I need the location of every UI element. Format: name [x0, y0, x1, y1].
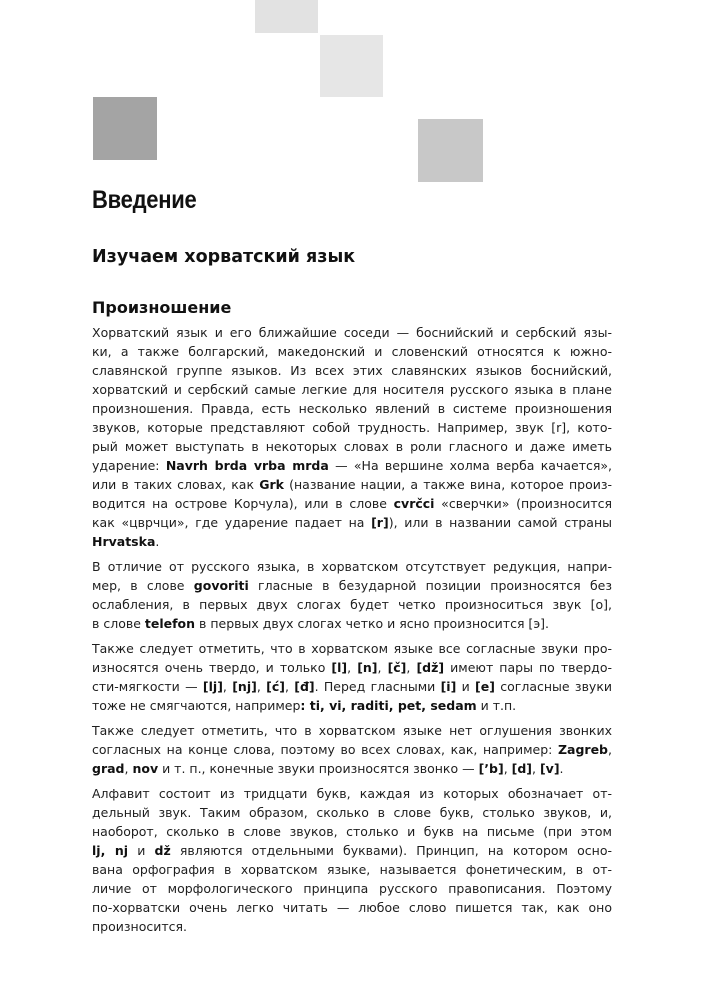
- decor-square-3: [93, 97, 157, 160]
- text-run: ,: [532, 761, 540, 776]
- bold-term: [v]: [539, 761, 560, 776]
- text-run: согласные звуки: [494, 679, 613, 694]
- paragraph: [92, 323, 612, 551]
- text-run: ,: [222, 679, 233, 694]
- text-run: мер, в слове: [92, 578, 194, 593]
- bold-term: Grk: [259, 477, 284, 492]
- bold-term: [ć]: [266, 679, 285, 694]
- bold-term: [n]: [357, 660, 378, 675]
- text-line: [92, 399, 612, 418]
- text-run: ,: [124, 761, 133, 776]
- text-run: в слове: [92, 616, 145, 631]
- text-run: ослабления, в первых двух слогах будет четко произноситься звук [о],: [92, 597, 612, 612]
- text-run: ,: [347, 660, 358, 675]
- text-run: сти-мягкости —: [92, 679, 203, 694]
- bold-term: Zagreb: [557, 742, 609, 757]
- text-run: вана орфография в хорватском языке, называется фонетическим, в от-: [92, 862, 612, 877]
- text-run: или в таких словах, как: [92, 477, 260, 492]
- text-run: гласные в безударной позиции произносятся без: [248, 578, 612, 593]
- bold-term: [dž]: [416, 660, 445, 675]
- text-run: как «цврчци», где ударение падает на: [92, 515, 372, 530]
- text-run: .: [155, 534, 160, 549]
- text-line: [92, 759, 612, 778]
- text-run: ,: [503, 761, 512, 776]
- text-run: ,: [256, 679, 267, 694]
- text-line: [92, 784, 612, 803]
- text-line: [92, 494, 612, 513]
- text-run: имеют пары по твердо-: [444, 660, 612, 675]
- text-line: [92, 437, 612, 456]
- bold-term: [r]: [371, 515, 389, 530]
- text-run: произношения. Правда, есть несколько явлений в системе произношения: [92, 401, 612, 416]
- bold-term: [e]: [475, 679, 495, 694]
- bold-term: [ʼb]: [478, 761, 504, 776]
- text-line: [92, 595, 612, 614]
- text-line: [92, 696, 612, 715]
- bold-term: govoriti: [193, 578, 249, 593]
- bold-term: [č]: [387, 660, 407, 675]
- bold-term: nov: [132, 761, 159, 776]
- text-line: [92, 740, 612, 759]
- body-text: [92, 323, 612, 942]
- bold-term: grad: [92, 761, 125, 776]
- text-line: [92, 380, 612, 399]
- text-line: [92, 860, 612, 879]
- text-run: Алфавит состоит из тридцати букв, каждая из которых обозначает от-: [92, 786, 612, 801]
- text-run: и т.п.: [476, 698, 517, 713]
- text-run: Хорватский язык и его ближайшие соседи — боснийский и сербский язы-: [92, 325, 612, 340]
- text-line: [92, 361, 612, 380]
- text-run: ), или в названии самой страны: [388, 515, 612, 530]
- text-run: являются отдельными буквами). Принцип, на котором осно-: [170, 843, 612, 858]
- text-run: и: [128, 843, 155, 858]
- text-run: Также следует отметить, что в хорватском языке все согласные звуки про-: [92, 641, 612, 656]
- text-run: личие от морфологического принципа русского правописания. Поэтому: [92, 881, 612, 896]
- bold-term: lj, nj: [92, 843, 129, 858]
- text-line: [92, 677, 612, 696]
- bold-term: [nj]: [232, 679, 257, 694]
- text-line: [92, 898, 612, 917]
- decor-square-4: [418, 119, 483, 182]
- text-run: ,: [406, 660, 417, 675]
- section-title: Изучаем хорватский язык: [92, 247, 356, 267]
- text-line: [92, 658, 612, 677]
- bold-term: Hrvatska: [92, 534, 156, 549]
- text-run: ,: [284, 679, 295, 694]
- text-run: водится на острове Корчула), или в слове: [92, 496, 394, 511]
- text-run: по-хорватски очень легко читать — любое слово пишется так, как оно: [92, 900, 612, 915]
- text-run: Также следует отметить, что в хорватском языке нет оглушения звонких: [92, 723, 612, 738]
- text-line: [92, 917, 612, 936]
- bold-term: [d]: [511, 761, 533, 776]
- text-run: произносится.: [92, 919, 187, 934]
- bold-term: [l]: [331, 660, 348, 675]
- text-line: [92, 342, 612, 361]
- text-line: [92, 721, 612, 740]
- text-run: ки, а также болгарский, македонский и словенский относятся к южно-: [92, 344, 612, 359]
- bold-term: [lj]: [202, 679, 223, 694]
- text-run: . Перед гласными: [314, 679, 441, 694]
- text-run: В отличие от русского языка, в хорватском отсутствует редукция, напри-: [92, 559, 612, 574]
- text-run: рый может выступать в некоторых словах в роли гласного и даже иметь: [92, 439, 612, 454]
- text-run: ударение:: [92, 458, 166, 473]
- bold-term: cvrčci: [393, 496, 435, 511]
- bold-term: [i]: [440, 679, 457, 694]
- bold-term: Navrh brda vrba mrda: [165, 458, 329, 473]
- bold-term: [đ]: [294, 679, 315, 694]
- text-line: [92, 418, 612, 437]
- text-run: «сверчки» (произносится: [434, 496, 613, 511]
- chapter-title: Введение: [92, 186, 197, 214]
- text-run: ,: [608, 742, 612, 757]
- text-line: [92, 323, 612, 342]
- decor-square-2: [320, 35, 383, 97]
- decor-square-1: [255, 0, 318, 33]
- paragraph: [92, 721, 612, 778]
- text-run: хорватский и сербский самые легкие для носителя русского языка в плане: [92, 382, 612, 397]
- paragraph: [92, 557, 612, 633]
- bold-term: : ti, vi, raditi, pet, sedam: [300, 698, 477, 713]
- text-run: славянской группе языков. Из всех этих славянских языков боснийский,: [92, 363, 612, 378]
- text-run: в первых двух слогах четко и ясно произносится [э].: [195, 616, 550, 631]
- text-run: ,: [377, 660, 388, 675]
- text-line: [92, 879, 612, 898]
- text-run: согласных на конце слова, поэтому во всех словах, как, например:: [92, 742, 558, 757]
- text-line: [92, 456, 612, 475]
- text-line: [92, 532, 612, 551]
- text-line: [92, 475, 612, 494]
- text-run: (название нации, а также вина, которое произ-: [283, 477, 612, 492]
- text-line: [92, 614, 612, 633]
- text-run: износятся очень твердо, и только: [92, 660, 332, 675]
- text-line: [92, 513, 612, 532]
- text-line: [92, 576, 612, 595]
- text-run: наоборот, сколько в слове звуков, столько и букв на письме (при этом: [92, 824, 612, 839]
- text-run: звуков, которые представляют собой трудность. Например, звук [r], кото-: [92, 420, 612, 435]
- text-run: и: [456, 679, 476, 694]
- text-line: [92, 639, 612, 658]
- subsection-title: Произношение: [92, 298, 232, 317]
- text-run: и т. п., конечные звуки произносятся звонко —: [158, 761, 479, 776]
- text-line: [92, 557, 612, 576]
- text-run: тоже не смягчаются, например: [92, 698, 301, 713]
- text-line: [92, 822, 612, 841]
- text-run: — «На вершине холма верба качается»,: [328, 458, 612, 473]
- text-line: [92, 841, 612, 860]
- bold-term: telefon: [144, 616, 196, 631]
- text-run: .: [559, 761, 564, 776]
- text-line: [92, 803, 612, 822]
- paragraph: [92, 639, 612, 715]
- bold-term: dž: [154, 843, 171, 858]
- paragraph: [92, 784, 612, 936]
- text-run: дельный звук. Таким образом, сколько в слове букв, столько звуков, и,: [92, 805, 612, 820]
